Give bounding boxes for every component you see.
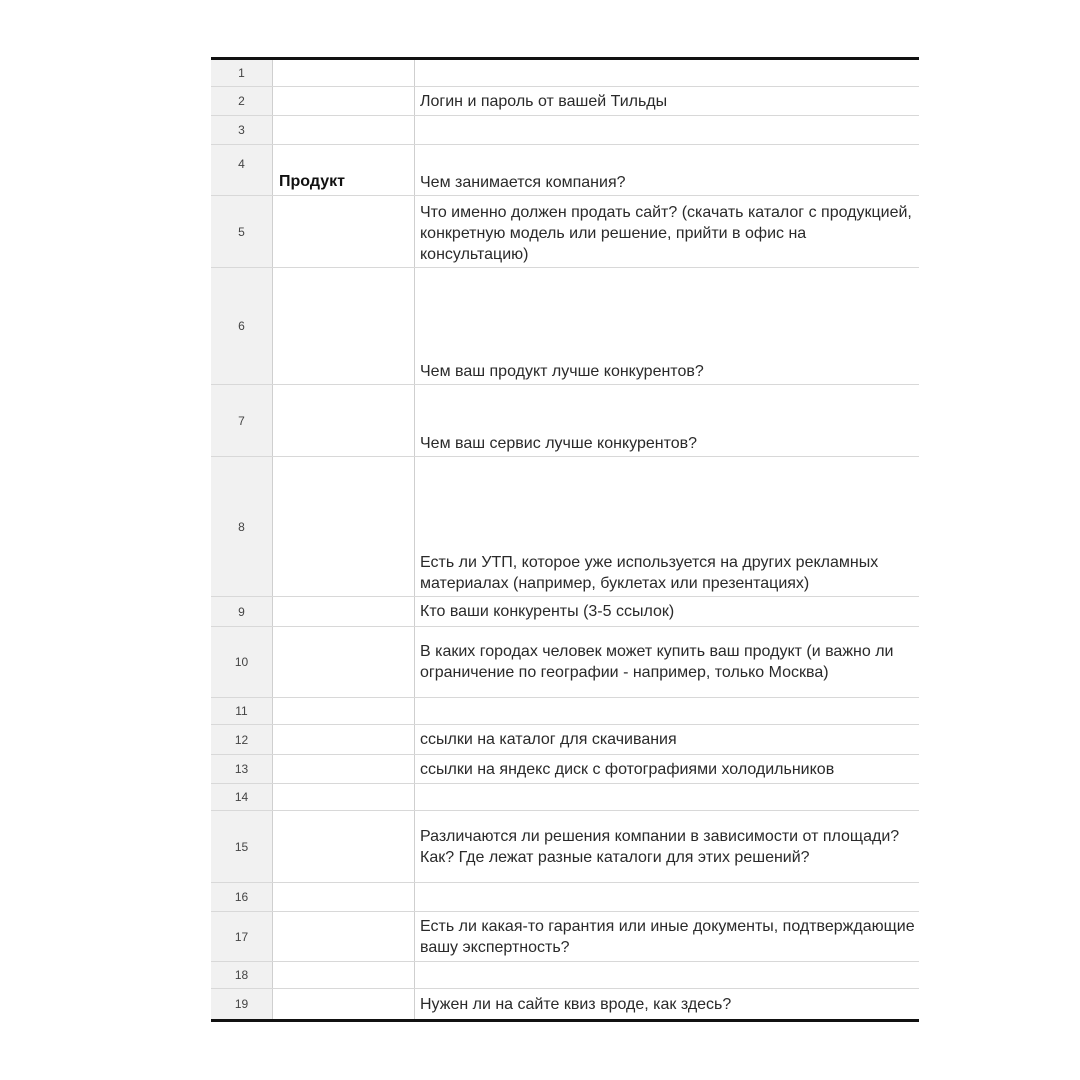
row-number: 15 (211, 811, 273, 882)
question-cell[interactable] (415, 725, 919, 754)
question-text: Нужен ли на сайте квиз вроде, как здесь? (420, 995, 732, 1013)
category-cell[interactable] (273, 627, 415, 697)
category-cell[interactable] (273, 989, 415, 1019)
category-cell[interactable] (273, 698, 415, 724)
table-row (211, 385, 919, 457)
table-row (211, 912, 919, 962)
question-cell[interactable] (415, 811, 919, 882)
table-row (211, 883, 919, 912)
table-row (211, 962, 919, 989)
category-cell[interactable] (273, 784, 415, 810)
category-cell[interactable] (273, 116, 415, 144)
question-cell[interactable] (415, 597, 919, 626)
question-text: Различаются ли решения компании в зависимости от площади? Как? Где лежат разные каталоги для этих решений? (420, 827, 900, 866)
row-number: 13 (211, 755, 273, 783)
category-cell[interactable] (273, 597, 415, 626)
category-cell[interactable] (273, 196, 415, 267)
question-text: Есть ли УТП, которое уже используется на других рекламных материалах (например, буклетах или презентациях) (420, 554, 879, 592)
question-text: ссылки на яндекс диск с фотографиями холодильников (420, 760, 835, 778)
category-cell[interactable] (273, 962, 415, 988)
row-number: 17 (211, 912, 273, 961)
question-cell[interactable] (415, 385, 919, 456)
question-text: ссылки на каталог для скачивания (420, 731, 677, 748)
row-number: 7 (211, 385, 273, 456)
category-cell[interactable] (273, 755, 415, 783)
question-cell[interactable] (415, 268, 919, 384)
question-cell[interactable] (415, 196, 919, 267)
table-row (211, 627, 919, 698)
question-text: Чем ваш продукт лучше конкурентов? (420, 363, 704, 380)
table-row (211, 597, 919, 627)
table-row (211, 196, 919, 268)
row-number: 14 (211, 784, 273, 810)
question-cell[interactable] (415, 883, 919, 911)
table-row (211, 116, 919, 145)
question-cell[interactable] (415, 60, 919, 86)
row-number: 10 (211, 627, 273, 697)
question-text: Логин и пароль от вашей Тильды (420, 92, 668, 110)
question-text: Что именно должен продать сайт? (скачать каталог с продукцией, конкретную модель или решение, прийти в офис на консультацию) (420, 204, 912, 263)
row-number: 19 (211, 989, 273, 1019)
table-row (211, 725, 919, 755)
question-cell[interactable] (415, 87, 919, 115)
question-cell[interactable] (415, 912, 919, 961)
row-number: 8 (211, 457, 273, 596)
row-number: 5 (211, 196, 273, 267)
question-cell[interactable] (415, 989, 919, 1019)
table-row (211, 145, 919, 196)
category-cell[interactable] (273, 457, 415, 596)
category-cell[interactable]: Продукт (273, 145, 415, 195)
question-cell[interactable] (415, 784, 919, 810)
table-row (211, 60, 919, 87)
category-cell[interactable] (273, 87, 415, 115)
table-row (211, 989, 919, 1019)
question-cell[interactable] (415, 145, 919, 195)
table-row (211, 755, 919, 784)
table-row (211, 811, 919, 883)
table-row (211, 698, 919, 725)
row-number: 3 (211, 116, 273, 144)
spreadsheet-table (211, 57, 919, 1022)
row-number: 1 (211, 60, 273, 86)
question-text: Кто ваши конкуренты (3-5 ссылок) (420, 603, 675, 620)
table-row (211, 268, 919, 385)
category-cell[interactable] (273, 883, 415, 911)
question-text: Есть ли какая-то гарантия или иные документы, подтверждающие вашу экспертность? (420, 917, 915, 956)
question-text: В каких городах человек может купить ваш продукт (и важно ли ограничение по географии - например, только Москва) (420, 643, 894, 681)
category-cell[interactable] (273, 268, 415, 384)
row-number: 12 (211, 725, 273, 754)
category-cell[interactable] (273, 385, 415, 456)
category-cell[interactable] (273, 725, 415, 754)
table-row (211, 87, 919, 116)
row-number: 4 (211, 145, 273, 195)
question-cell[interactable] (415, 962, 919, 988)
question-cell[interactable] (415, 698, 919, 724)
row-number: 9 (211, 597, 273, 626)
category-cell[interactable] (273, 60, 415, 86)
table-row (211, 457, 919, 597)
question-text: Чем ваш сервис лучше конкурентов? (420, 435, 698, 452)
table-row (211, 784, 919, 811)
question-cell[interactable] (415, 755, 919, 783)
question-cell[interactable] (415, 457, 919, 596)
row-number: 11 (211, 698, 273, 724)
row-number: 18 (211, 962, 273, 988)
row-number: 6 (211, 268, 273, 384)
row-number: 2 (211, 87, 273, 115)
question-cell[interactable] (415, 627, 919, 697)
category-cell[interactable] (273, 912, 415, 961)
question-cell[interactable] (415, 116, 919, 144)
question-text: Чем занимается компания? (420, 174, 626, 191)
category-cell[interactable] (273, 811, 415, 882)
row-number: 16 (211, 883, 273, 911)
